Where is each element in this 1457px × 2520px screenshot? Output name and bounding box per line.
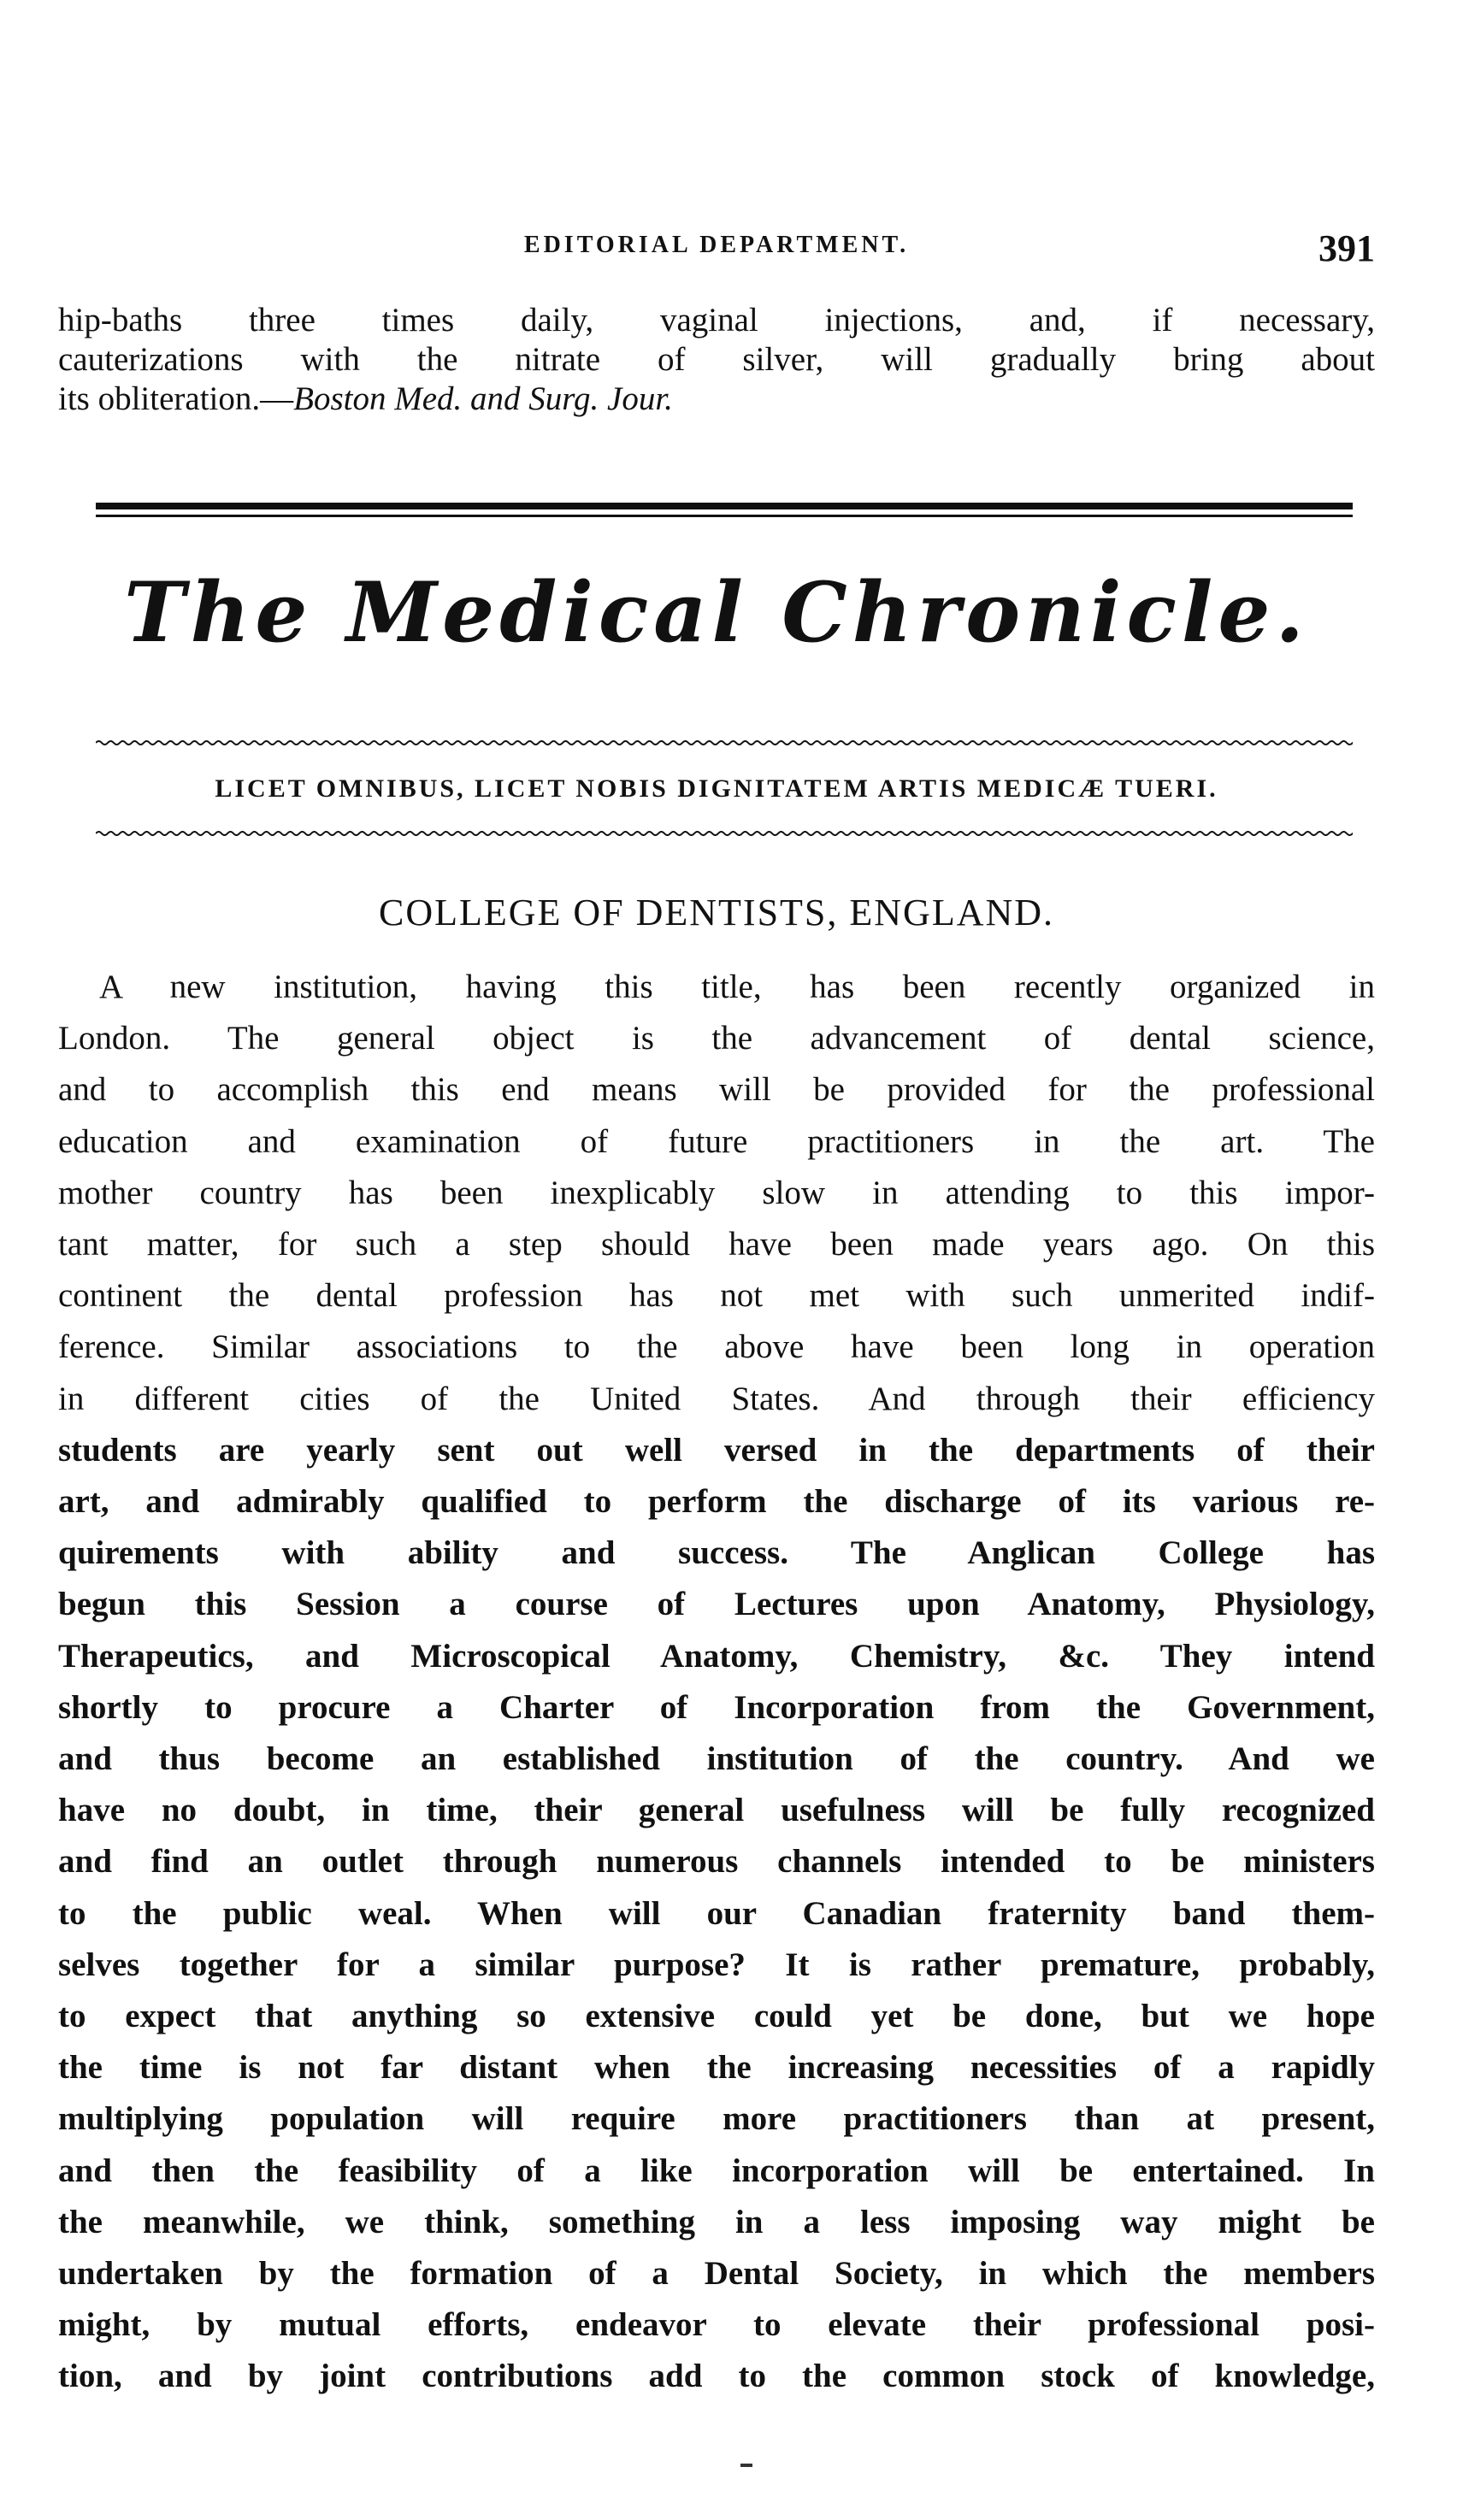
text-line: tant matter, for such a step should have been made years ago. On this (58, 1226, 1375, 1263)
wavy-rule-top (96, 737, 1353, 749)
running-head (58, 227, 1375, 269)
text-line: London. The general object is the advancement of dental science, (58, 1020, 1375, 1057)
section-rule-thin (96, 515, 1353, 517)
article-title: COLLEGE OF DENTISTS, ENGLAND. (378, 892, 1055, 933)
section-rule-thick (96, 503, 1353, 509)
text-line: ference. Similar associations to the above have been long in operation (58, 1328, 1375, 1366)
text-line: education and examination of future practitioners in the art. The (58, 1122, 1375, 1160)
masthead-title: The Medical Chronicle. (124, 564, 1309, 661)
text-line: art, and admirably qualified to perform the discharge of its various re- (58, 1483, 1375, 1521)
text-line: have no doubt, in time, their general usefulness will be fully recognized (58, 1792, 1375, 1829)
text-line: and thus become an established institution of the country. And we (58, 1740, 1375, 1778)
carry-over-paragraph (58, 301, 1375, 419)
text-line: and find an outlet through numerous channels intended to be ministers (58, 1843, 1375, 1881)
text-line: continent the dental profession has not met with such unmerited indif- (58, 1277, 1375, 1315)
text-line: begun this Session a course of Lectures upon Anatomy, Physiology, (58, 1586, 1375, 1623)
text-line: shortly to procure a Charter of Incorporation from the Government, (58, 1688, 1375, 1726)
text-line: A new institution, having this title, has been recently organized in (99, 969, 1375, 1005)
text-line: to expect that anything so extensive could yet be done, but we hope (58, 1998, 1375, 2035)
citation: Boston Med. and Surg. Jour. (293, 380, 673, 417)
footer-mark (740, 2464, 752, 2467)
text-line: and to accomplish this end means will be provided for the professional (58, 1071, 1375, 1109)
text-line: Therapeutics, and Microscopical Anatomy, Chemistry, &c. They intend (58, 1637, 1375, 1675)
text-fragment: its obliteration.— (58, 380, 294, 417)
text-line: might, by mutual efforts, endeavor to elevate their professional posi- (58, 2306, 1375, 2344)
text-line: quirements with ability and success. The Anglican College has (58, 1534, 1375, 1572)
running-title: EDITORIAL DEPARTMENT. (523, 232, 910, 258)
text-line: multiplying population will require more practitioners than at present, (58, 2100, 1375, 2138)
wavy-rule-bottom (96, 827, 1353, 839)
text-line: mother country has been inexplicably slow in attending to this impor- (58, 1174, 1375, 1211)
article-body (58, 962, 1375, 2403)
text-line: the meanwhile, we think, something in a less imposing way might be (58, 2203, 1375, 2240)
text-line: tion, and by joint contributions add to the common stock of knowledge, (58, 2358, 1375, 2395)
page-number: 391 (1318, 227, 1375, 269)
motto: LICET OMNIBUS, LICET NOBIS DIGNITATEM ARTIS MEDICÆ TUERI. (215, 774, 1218, 803)
text-line: cauterizations with the nitrate of silver, will gradually bring about (58, 341, 1375, 378)
text-line: students are yearly sent out well versed in the departments of their (58, 1431, 1375, 1469)
text-line: hip-baths three times daily, vaginal injections, and, if necessary, (58, 302, 1375, 339)
text-line: undertaken by the formation of a Dental Society, in which the members (58, 2255, 1375, 2293)
text-line: to the public weal. When will our Canadian fraternity band them- (58, 1894, 1375, 1932)
text-line: selves together for a similar purpose? It is rather premature, probably, (58, 1946, 1375, 1983)
text-line: in different cities of the United States. And through their efficiency (58, 1380, 1375, 1417)
text-line: the time is not far distant when the increasing necessities of a rapidly (58, 2049, 1375, 2087)
text-line (58, 380, 1375, 419)
text-line: and then the feasibility of a like incorporation will be entertained. In (58, 2152, 1375, 2189)
